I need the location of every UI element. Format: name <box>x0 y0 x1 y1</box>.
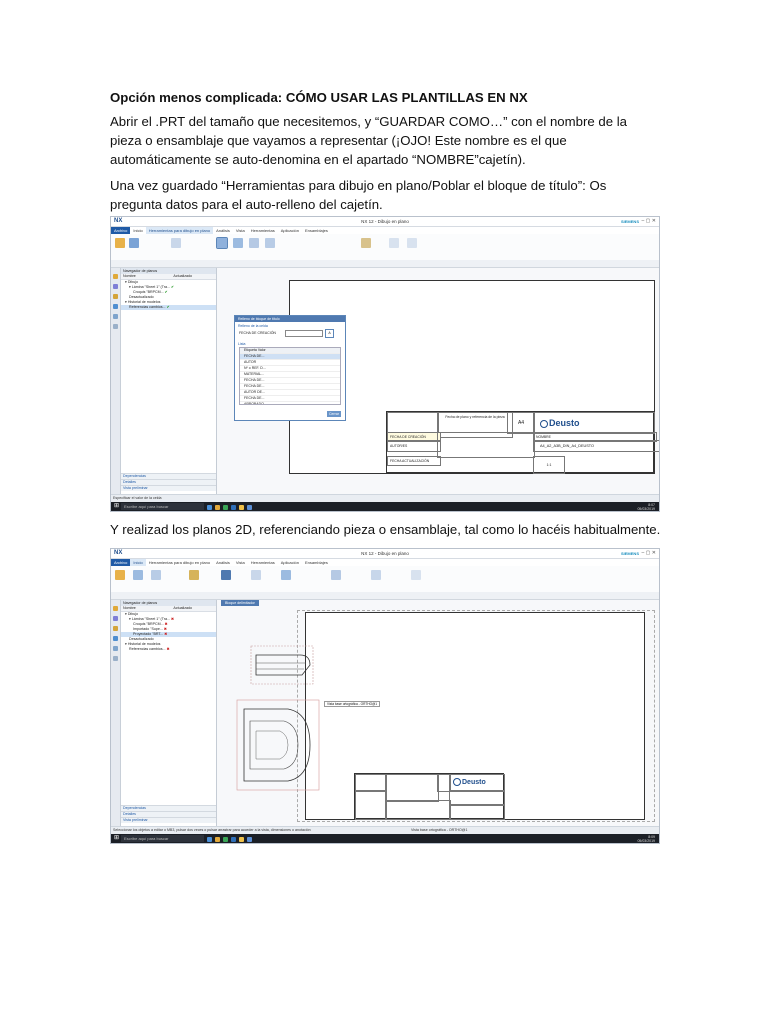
column-actualizado: Actualizado <box>173 274 192 278</box>
ribbon-toolbar <box>111 234 659 261</box>
tool-icon[interactable] <box>171 238 181 248</box>
deusto-mark-icon <box>453 778 461 786</box>
symbol-icon[interactable] <box>251 570 261 580</box>
drawing-canvas[interactable] <box>217 600 659 827</box>
tab-ensamblajes[interactable]: Ensamblajes <box>304 560 328 565</box>
deusto-logo <box>540 418 580 428</box>
nav-row-label: Desactualizado <box>129 637 154 641</box>
edit-layout-icon[interactable] <box>411 570 421 580</box>
chrome-icon[interactable] <box>223 505 228 510</box>
nx-logo: NX <box>114 218 123 224</box>
windows-taskbar <box>111 502 659 511</box>
drawing-navigator <box>121 268 217 495</box>
title-block-logo <box>533 412 655 434</box>
tab-drafting-tools[interactable]: Herramientas para dibujo en plano <box>148 560 211 565</box>
tab-herramientas[interactable]: Herramientas <box>250 228 275 233</box>
resource-bar <box>111 268 121 495</box>
windows-start-icon[interactable]: ⊞ <box>114 835 120 841</box>
front-view-outline[interactable] <box>236 699 320 791</box>
deusto-wordmark: Deusto <box>462 778 486 786</box>
error-cross-icon: ✖ <box>164 622 168 626</box>
tab-archivo[interactable]: Archivo <box>111 559 130 566</box>
nav-row-label: Desactualizado <box>129 295 154 299</box>
title-block <box>386 411 654 473</box>
nav-row-label: Lámina "Sheet 1" (Tra... <box>131 285 170 289</box>
details-panel[interactable]: Detalles <box>121 811 216 817</box>
checkmark-icon: ✔ <box>171 285 175 289</box>
compare-icon[interactable] <box>389 238 399 248</box>
title-block <box>354 773 504 819</box>
dialog-list-item[interactable]: Nº o REF. D... <box>240 366 340 372</box>
nav-row-dibujo[interactable]: ▾ Dibujo <box>125 280 139 284</box>
tab-herramientas[interactable]: Herramientas <box>250 560 275 565</box>
taskbar-apps <box>207 504 255 512</box>
nav-row-label: Dibujo <box>127 612 139 616</box>
navigator-header: Navegador de planos <box>121 600 216 606</box>
explorer-icon[interactable] <box>215 505 220 510</box>
drawing-navigator-icon[interactable] <box>113 284 118 289</box>
paragraph-populate-title-block: Una vez guardado “Herramientas para dibujo en plano/Poblar el bloque de título”: Os pregunta datos para el auto-relleno del cajetín. <box>110 178 607 212</box>
drawing-navigator <box>121 600 217 827</box>
explorer-icon[interactable] <box>215 837 220 842</box>
window-titlebar <box>111 549 659 559</box>
tab-vista[interactable]: Vista <box>235 228 245 233</box>
tab-aplicacion[interactable]: Aplicación <box>280 560 299 565</box>
tab-vista[interactable]: Vista <box>235 560 245 565</box>
nav-row-sheet[interactable]: ▾ Lámina "Sheet 1" (Tra... ✔ <box>129 285 175 289</box>
nav-row-label: Historial de modelos <box>127 642 161 646</box>
dialog-field-label: FECHA DE CREACIÓN <box>239 331 276 335</box>
preview-panel[interactable]: Vista preliminar <box>121 485 216 491</box>
error-cross-icon: ✖ <box>171 617 175 621</box>
clock-date: 05/03/2019 <box>637 839 655 843</box>
column-nombre: Nombre <box>123 606 136 610</box>
tab-archivo[interactable]: Archivo <box>111 227 130 234</box>
checkmark-icon: ✔ <box>164 290 168 294</box>
title-block-note: Fecha de plano y referencia de la pieza <box>437 412 513 438</box>
nx-app-icon[interactable] <box>247 505 252 510</box>
title-block-logo-cell <box>387 412 439 434</box>
nav-row-label: Lámina "Sheet 1" (Tra... <box>131 617 170 621</box>
dialog-list-item[interactable]: APROBADO... <box>240 402 340 405</box>
deusto-mark-icon <box>540 420 548 428</box>
window-controls[interactable]: – ▢ ✕ <box>641 550 656 556</box>
taskbar-apps <box>207 836 255 844</box>
nav-row-label: Historial de modelos <box>127 300 161 304</box>
history-icon[interactable] <box>113 294 118 299</box>
clock-icon[interactable] <box>113 656 118 661</box>
table-icon[interactable] <box>331 570 341 580</box>
part-navigator-icon[interactable] <box>113 606 118 611</box>
word-icon[interactable] <box>231 505 236 510</box>
parts-list-icon[interactable] <box>371 570 381 580</box>
windows-taskbar <box>111 834 659 843</box>
window-titlebar <box>111 217 659 227</box>
window-controls[interactable]: – ▢ ✕ <box>641 218 656 224</box>
taskbar-search[interactable]: Escribe aquí para buscar <box>121 503 204 510</box>
projected-view-icon[interactable] <box>151 570 161 580</box>
web-icon[interactable] <box>113 304 118 309</box>
dependencies-panel[interactable]: Dependencias <box>121 473 216 479</box>
drawing-icon[interactable] <box>115 238 125 248</box>
tab-analisis[interactable]: Análisis <box>216 228 230 233</box>
nav-row-references[interactable] <box>121 647 216 652</box>
checkmark-icon: ✔ <box>166 305 170 309</box>
dialog-title: Relleno de bloque de título <box>235 316 345 322</box>
nav-row-history[interactable]: ▾ Historial de modelos <box>125 642 161 646</box>
tab-aplicacion[interactable]: Aplicación <box>280 228 299 233</box>
selection-toolbar <box>111 260 659 268</box>
selection-toolbar <box>111 592 659 600</box>
title-block-dates <box>355 790 387 820</box>
details-panel[interactable]: Detalles <box>121 479 216 485</box>
paragraph-save-as: Abrir el .PRT del tamaño que necesitemos, y “GUARDAR COMO…” con el nombre de la pieza o ensamblaje que vayamos a representar (¡OJO! Este nombre es el que automáticamente se auto-denomina en el apartado “NOMBRE”cajetín). <box>110 114 627 167</box>
title-block-name-label: NOMBRE <box>533 432 657 442</box>
dialog-list-header: Lista <box>238 342 246 346</box>
taskbar-search[interactable]: Escribe aquí para buscar <box>121 835 204 842</box>
dialog-list <box>239 347 341 405</box>
simplify-icon[interactable] <box>407 238 417 248</box>
status-bar <box>111 826 659 834</box>
dialog-section-header: Relleno de la celda <box>238 324 268 328</box>
note-icon[interactable] <box>221 570 231 580</box>
taskbar-clock <box>637 835 655 843</box>
format-icon[interactable] <box>265 238 275 248</box>
tab-drafting-tools[interactable]: Herramientas para dibujo en plano <box>146 227 213 234</box>
part-navigator-icon[interactable] <box>113 274 118 279</box>
dependencies-panel[interactable]: Dependencias <box>121 805 216 811</box>
title-block-size: A4 <box>507 412 535 434</box>
clock-time: 8:07 <box>648 503 655 507</box>
nav-row-label: Proyectado "BRT... <box>133 632 164 636</box>
deusto-logo <box>453 778 486 786</box>
nav-row-label: Croquis "BRPCM... <box>133 290 164 294</box>
chrome-icon[interactable] <box>223 837 228 842</box>
dialog-field-row <box>235 330 345 339</box>
nx-logo: NX <box>114 550 123 556</box>
clock-icon[interactable] <box>113 324 118 329</box>
document-heading: Opción menos complicada: CÓMO USAR LAS PLANTILLAS EN NX <box>110 90 528 105</box>
title-block-creation-date[interactable]: FECHA DE CREACIÓN <box>387 432 441 442</box>
folder-icon[interactable] <box>239 505 244 510</box>
nav-row-label: Importado "Supe... <box>133 627 163 631</box>
column-actualizado: Actualizado <box>173 606 192 610</box>
clock-time: 8:09 <box>648 835 655 839</box>
tab-analisis[interactable]: Análisis <box>216 560 230 565</box>
nav-row-sheet[interactable]: ▾ Lámina "Sheet 1" (Tra... ✖ <box>129 617 175 621</box>
tab-ensamblajes[interactable]: Ensamblajes <box>304 228 328 233</box>
deusto-wordmark: Deusto <box>549 418 580 428</box>
drawing-tool-icon[interactable] <box>129 238 139 248</box>
new-sheet-icon[interactable] <box>115 570 125 580</box>
top-view-outline[interactable] <box>250 645 314 685</box>
paragraph-make-2d-drawings: Y realizad los planos 2D, referenciando pieza o ensamblaje, tal como lo hacéis habitualmente. <box>110 522 661 537</box>
siemens-brand: SIEMENS <box>620 219 639 224</box>
nav-row-label: Croquis "BRPCM... <box>133 622 164 626</box>
nav-row-references[interactable] <box>121 305 216 310</box>
close-button[interactable]: Cerrar <box>327 411 341 417</box>
nx-screenshot-title-block <box>110 216 660 512</box>
dialog-list-item[interactable]: MATERIAL... <box>240 372 340 378</box>
dialog-list-columns: Etiqueta Valor <box>240 348 340 354</box>
windows-start-icon[interactable]: ⊞ <box>114 503 120 509</box>
region-icon[interactable] <box>361 238 371 248</box>
error-cross-icon: ✖ <box>163 627 167 631</box>
history-icon[interactable] <box>113 626 118 631</box>
tab-inicio[interactable]: Inicio <box>130 559 145 566</box>
word-icon[interactable] <box>231 837 236 842</box>
task-view-icon[interactable] <box>207 837 212 842</box>
siemens-brand: SIEMENS <box>620 551 639 556</box>
column-nombre: Nombre <box>123 274 136 278</box>
resource-bar <box>111 600 121 827</box>
title-block-update-date: FECHA ACTUALIZACIÓN <box>387 456 441 466</box>
nav-row-dibujo[interactable]: ▾ Dibujo <box>125 612 139 616</box>
dialog-field-input[interactable] <box>285 330 323 337</box>
drawing-navigator-icon[interactable] <box>113 616 118 621</box>
window-title: NX 12 - Dibujo en plano <box>361 219 409 224</box>
status-message: Seleccionar los objetos a editar o MB3, pulsar dos veces o pulsar arrastrar para acceder a la vista, dimensiones o anotación <box>113 828 311 832</box>
nav-row-history[interactable]: ▾ Historial de modelos <box>125 300 161 304</box>
roles-icon[interactable] <box>113 646 118 651</box>
dialog-list-item[interactable]: AUTOR <box>240 360 340 366</box>
dialog-list-item[interactable]: FECHA DE... <box>240 378 340 384</box>
folder-icon[interactable] <box>239 837 244 842</box>
document-tab[interactable]: Bloque delimitador <box>221 600 259 606</box>
title-block-author: AUTOR/ES <box>387 440 441 452</box>
web-icon[interactable] <box>113 636 118 641</box>
font-icon[interactable]: A <box>325 329 334 338</box>
ribbon-toolbar <box>111 566 659 593</box>
taskbar-clock <box>637 503 655 511</box>
dialog-list-item[interactable]: FECHA DE... <box>240 396 340 402</box>
title-block-notes <box>385 774 439 802</box>
status-bar: Especificar el valor de la celda <box>111 494 659 502</box>
dialog-list-item[interactable]: FECHA DE... <box>240 354 340 360</box>
dimension-icon[interactable] <box>189 570 199 580</box>
title-block-name-value: A4_A2_A3B_DIN_A4_DEUSTO <box>533 440 660 452</box>
task-view-icon[interactable] <box>207 505 212 510</box>
nav-row-label: Referencias cambios... <box>129 305 166 309</box>
border-zone-icon[interactable] <box>249 238 259 248</box>
error-cross-icon: ✖ <box>166 647 170 651</box>
clock-date: 05/03/2019 <box>637 507 655 511</box>
title-block-scale: 1:1 <box>533 456 565 474</box>
error-cross-icon: ✖ <box>164 632 168 636</box>
nav-row-label: Referencias cambios... <box>129 647 166 651</box>
ribbon-tabs <box>111 559 659 566</box>
dialog-list-item[interactable]: FECHA DE... <box>240 384 340 390</box>
define-title-block-icon[interactable] <box>233 238 243 248</box>
drawing-sheet <box>305 612 645 820</box>
ribbon-tabs <box>111 227 659 234</box>
populate-title-block-dialog <box>234 315 346 421</box>
nx-screenshot-2d-drawing <box>110 548 660 844</box>
window-title: NX 12 - Dibujo en plano <box>361 551 409 556</box>
navigator-header: Navegador de planos <box>121 268 216 274</box>
title-block-scale <box>449 804 505 820</box>
nav-row-label: Dibujo <box>127 280 139 284</box>
title-block-material <box>437 432 535 458</box>
sketch-icon[interactable] <box>281 570 291 580</box>
view-label-tag: Vista base ortográfica - ORTHO@1 <box>324 701 380 707</box>
populate-title-block-icon[interactable] <box>217 238 227 248</box>
base-view-icon[interactable] <box>133 570 143 580</box>
title-block-material <box>385 800 451 820</box>
roles-icon[interactable] <box>113 314 118 319</box>
nx-app-icon[interactable] <box>247 837 252 842</box>
status-selection: Vista base ortográfica - ORTHO@1 <box>411 828 468 832</box>
dialog-list-item[interactable]: AUTOR DE... <box>240 390 340 396</box>
tab-inicio[interactable]: Inicio <box>133 228 143 233</box>
preview-panel[interactable]: Vista preliminar <box>121 817 216 823</box>
